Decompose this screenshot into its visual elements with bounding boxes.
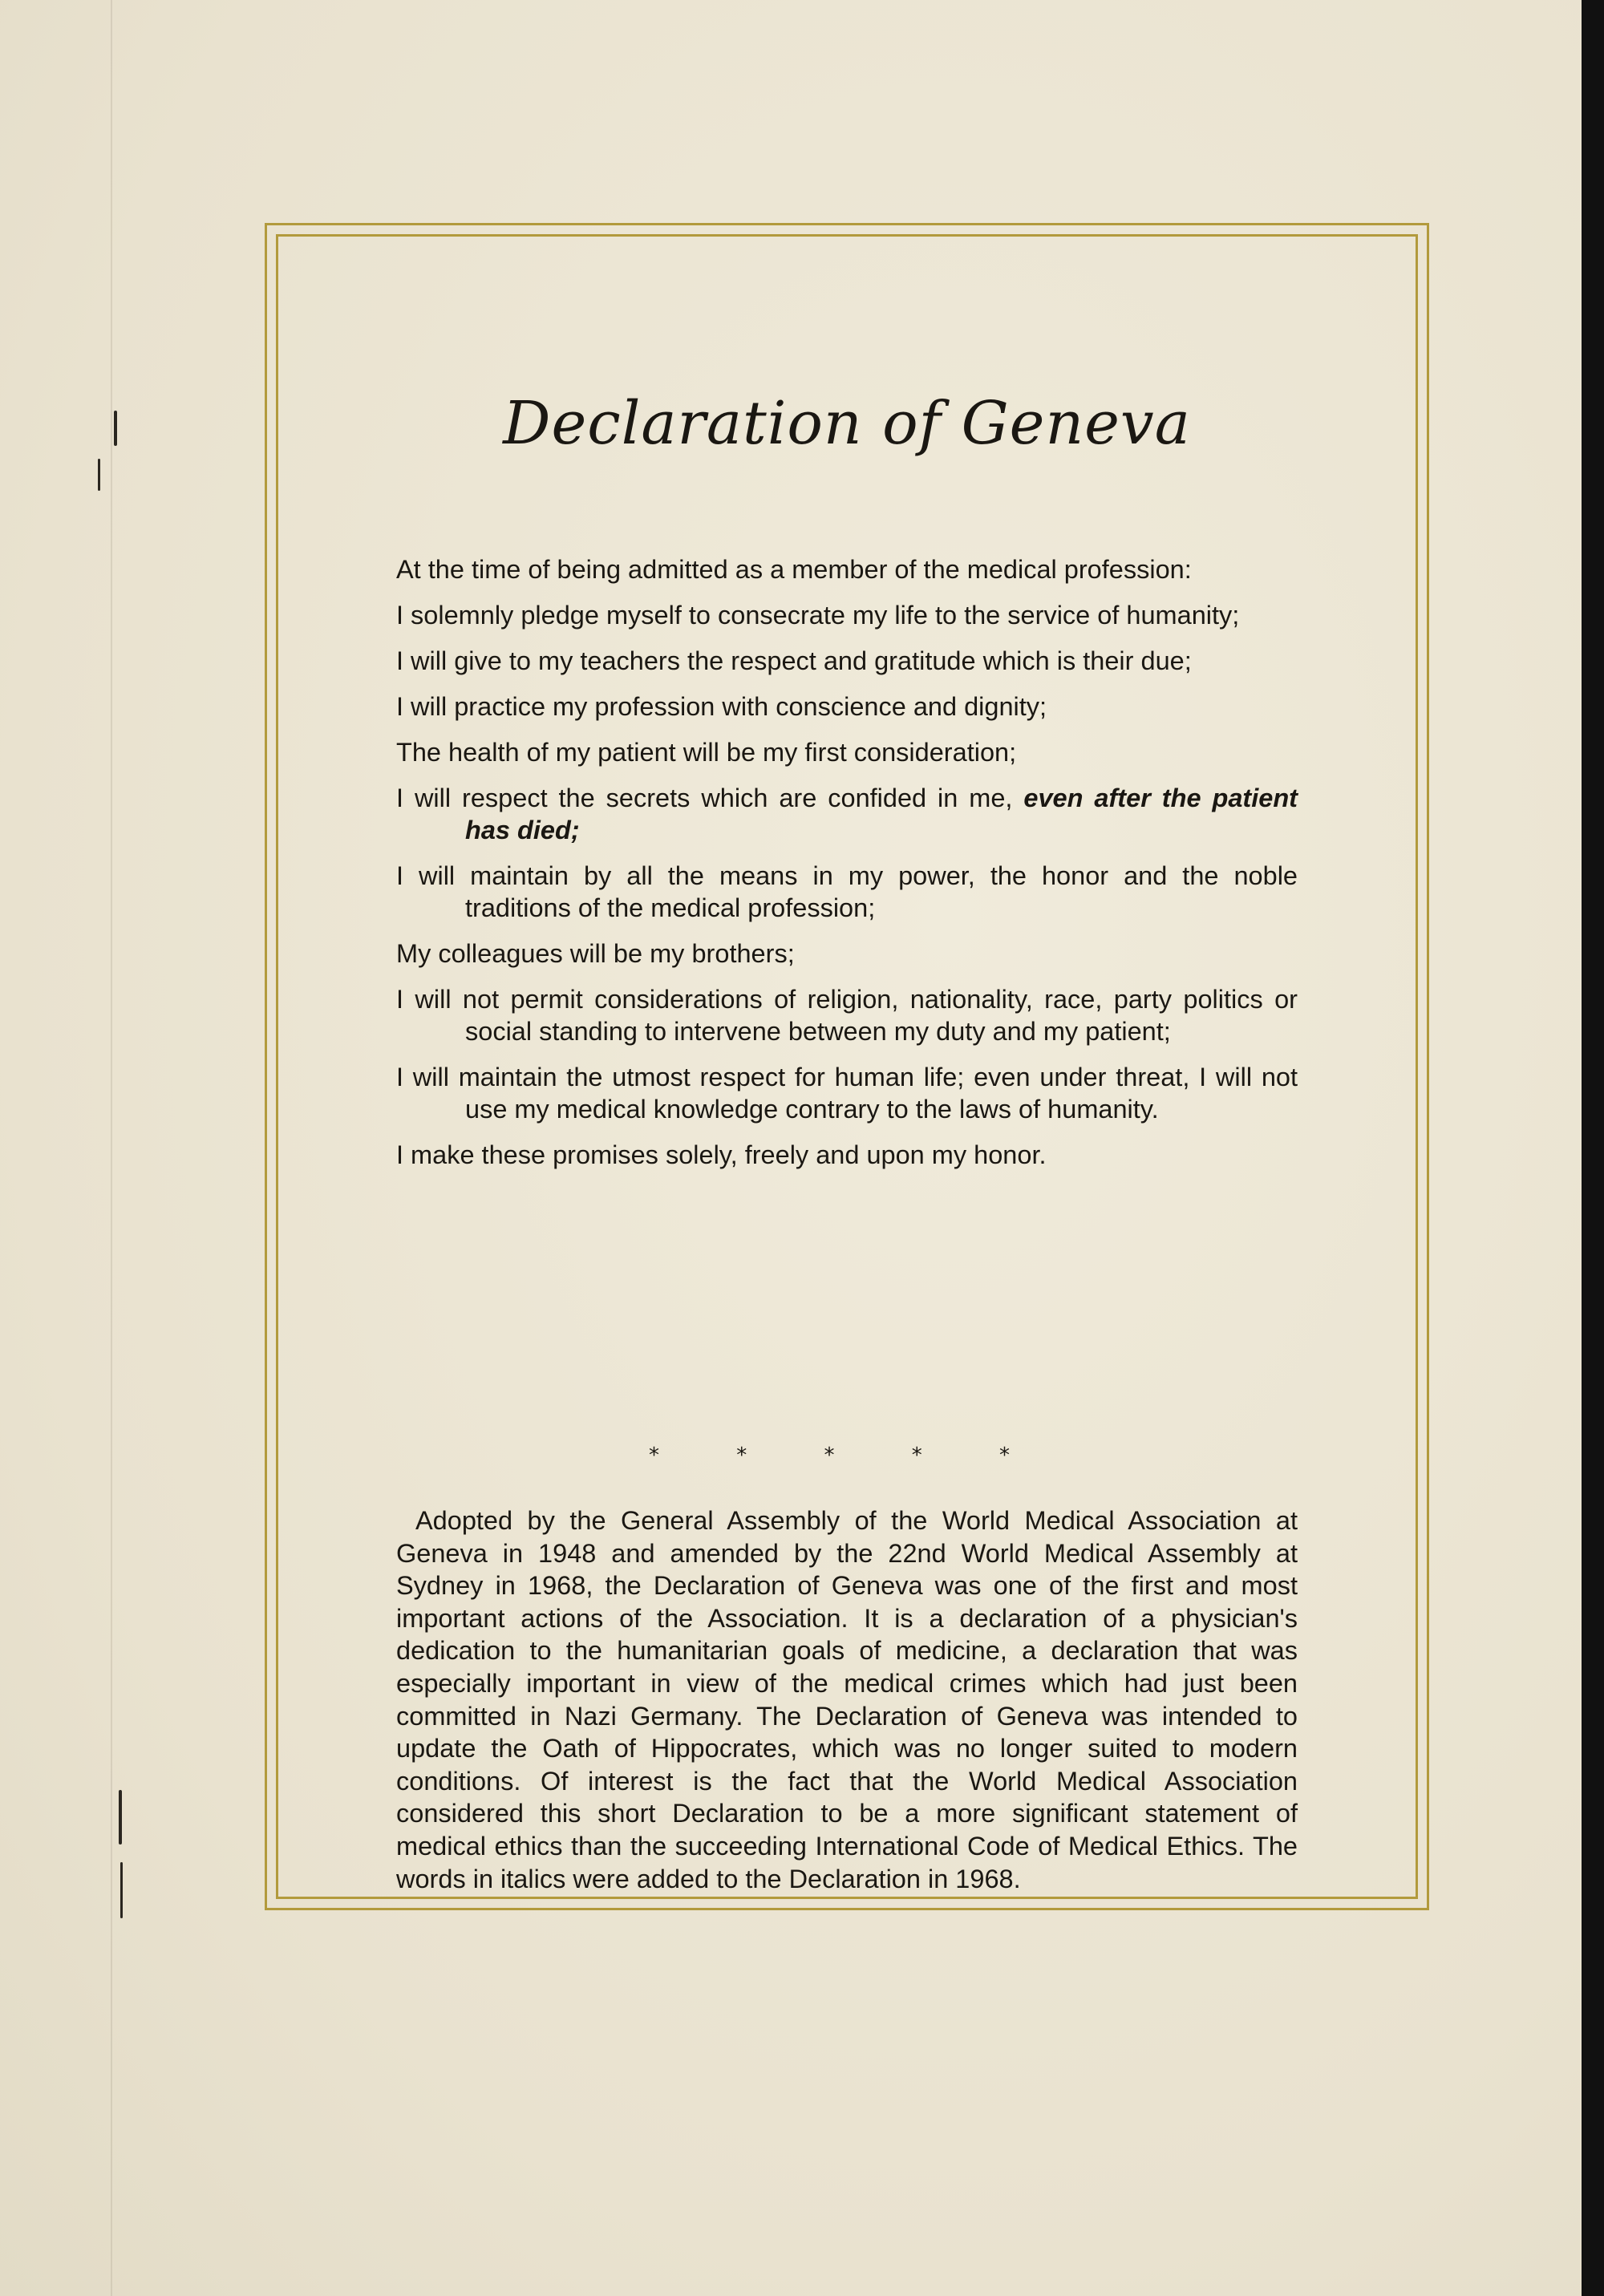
pledge-item: I make these promises solely, freely and upon my honor. [396,1140,1047,1169]
fold-line [111,0,112,2296]
staple-mark [119,1790,122,1844]
pledge-item: I will give to my teachers the respect and gratitude which is their due; [396,646,1192,675]
pledge-item: I will not permit considerations of religion, nationality, race, party politics or social standing to intervene between my duty and my patient; [396,985,1298,1046]
staple-mark [114,411,117,446]
staple-mark [120,1862,123,1918]
pledge-item: My colleagues will be my brothers; [396,939,795,968]
italic-amendment: even after the patient has died; [465,784,1298,844]
pledge-item: At the time of being admitted as a member of the medical profession: [396,555,1192,584]
pledge-item: I will practice my profession with conscience and dignity; [396,692,1047,721]
pledge-item: I will respect the secrets which are confided in me, even after the patient has died; [396,784,1298,844]
pledge-list [396,553,1298,1184]
pledge-item: The health of my patient will be my first consideration; [396,738,1017,767]
section-separator: * * * * * [648,1444,1046,1468]
pledge-item: I solemnly pledge myself to consecrate my life to the service of humanity; [396,601,1240,630]
page-title: Declaration of Geneva [503,389,1191,458]
pledge-item: I will maintain the utmost respect for human life; even under threat, I will not use my medical knowledge contrary to the laws of humanity. [396,1063,1298,1124]
staple-mark [98,459,100,491]
pledge-item: I will maintain by all the means in my power, the honor and the noble traditions of the medical profession; [396,861,1298,922]
explanatory-note: Adopted by the General Assembly of the World Medical Association at Geneva in 1948 and amended by the 22nd World Medical Assembly at Sydney in 1968, the Declaration of Geneva was one of the first and most important actions of the Association. It is a declaration of a physician's dedication to the humanitarian goals of medicine, a declaration that was especially important in view of the medical crimes which had just been committed in Nazi Germany. The Declaration of Geneva was intended to update the Oath of Hippocrates, which was no longer suited to modern conditions. Of interest is the fact that the World Medical Association considered this short Declaration to be a more significant statement of medical ethics than the succeeding International Code of Medical Ethics. The words in italics were added to the Declaration in 1968. [396,1506,1298,1893]
